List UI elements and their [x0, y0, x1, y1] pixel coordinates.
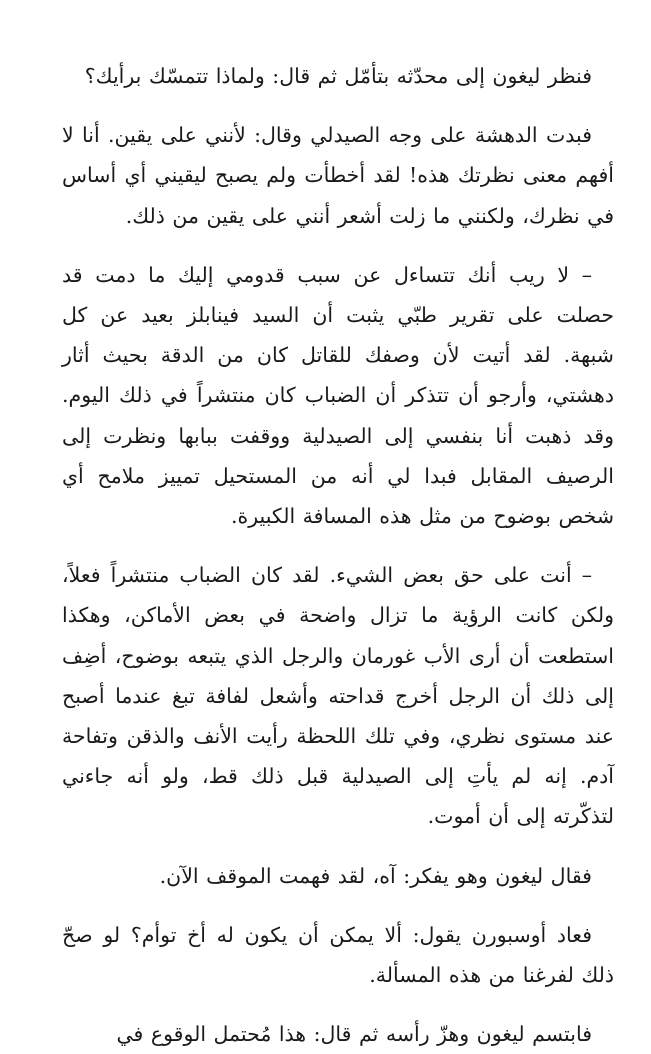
paragraph: فابتسم ليغون وهزّ رأسه ثم قال: هذا مُحتمل الوقوع في: [116, 1022, 592, 1047]
paragraph: فعاد أوسبورن يقول: ألا يمكن أن يكون له أخ توأم؟ لو صحّ ذلك لفرغنا من هذه المسألة.: [62, 922, 614, 988]
paragraph: فنظر ليغون إلى محدّثه بتأمّل ثم قال: ولماذا تتمسّك برأيك؟: [84, 64, 592, 88]
paragraph: – أنت على حق بعض الشيء. لقد كان الضباب منتشراً فعلاً، ولكن كانت الرؤية ما تزال واضحة في بعض الأماكن، وهكذا استطعت أن أرى الأب غورمان والرجل الذي يتبعه بوضوح، أضِف إلى ذلك أن الرجل أخرج قداحته وأشعل لفافة تبغ عندما أصبح عند مستوى نظري، وفي تلك اللحظة رأيت الأنف والذقن وتفاحة آدم. إنه لم يأتِ إلى الصيدلية قبل ذلك قط، ولو أنه جاءني لتذكّرته إلى أن أموت.: [62, 563, 614, 829]
paragraph: فبدت الدهشة على وجه الصيدلي وقال: لأنني على يقين. أنا لا أفهم معنى نظرتك هذه! لقد أخطأت ولم يصبح ليقيني أي أساس في نظرك، ولكنني ما زلت أشعر أنني على يقين من ذلك.: [62, 123, 614, 228]
book-page: [62, 56, 614, 1047]
paragraph: – لا ريب أنك تتساءل عن سبب قدومي إليك ما دمت قد حصلت على تقرير طبّي يثبت أن السيد فينابلز بعيد عن كل شبهة. لقد أتيت لأن وصفك للقاتل كان من الدقة بحيث أثار دهشتي، وأرجو أن تتذكر أن الضباب كان منتشراً في ذلك اليوم. وقد ذهبت أنا بنفسي إلى الصيدلية ووقفت ببابها ونظرت إلى الرصيف المقابل فبدا لي أنه من المستحيل تمييز ملامح أي شخص بوضوح من مثل هذه المسافة الكبيرة.: [62, 262, 614, 529]
paragraph: فقال ليغون وهو يفكر: آه، لقد فهمت الموقف الآن.: [159, 863, 592, 888]
